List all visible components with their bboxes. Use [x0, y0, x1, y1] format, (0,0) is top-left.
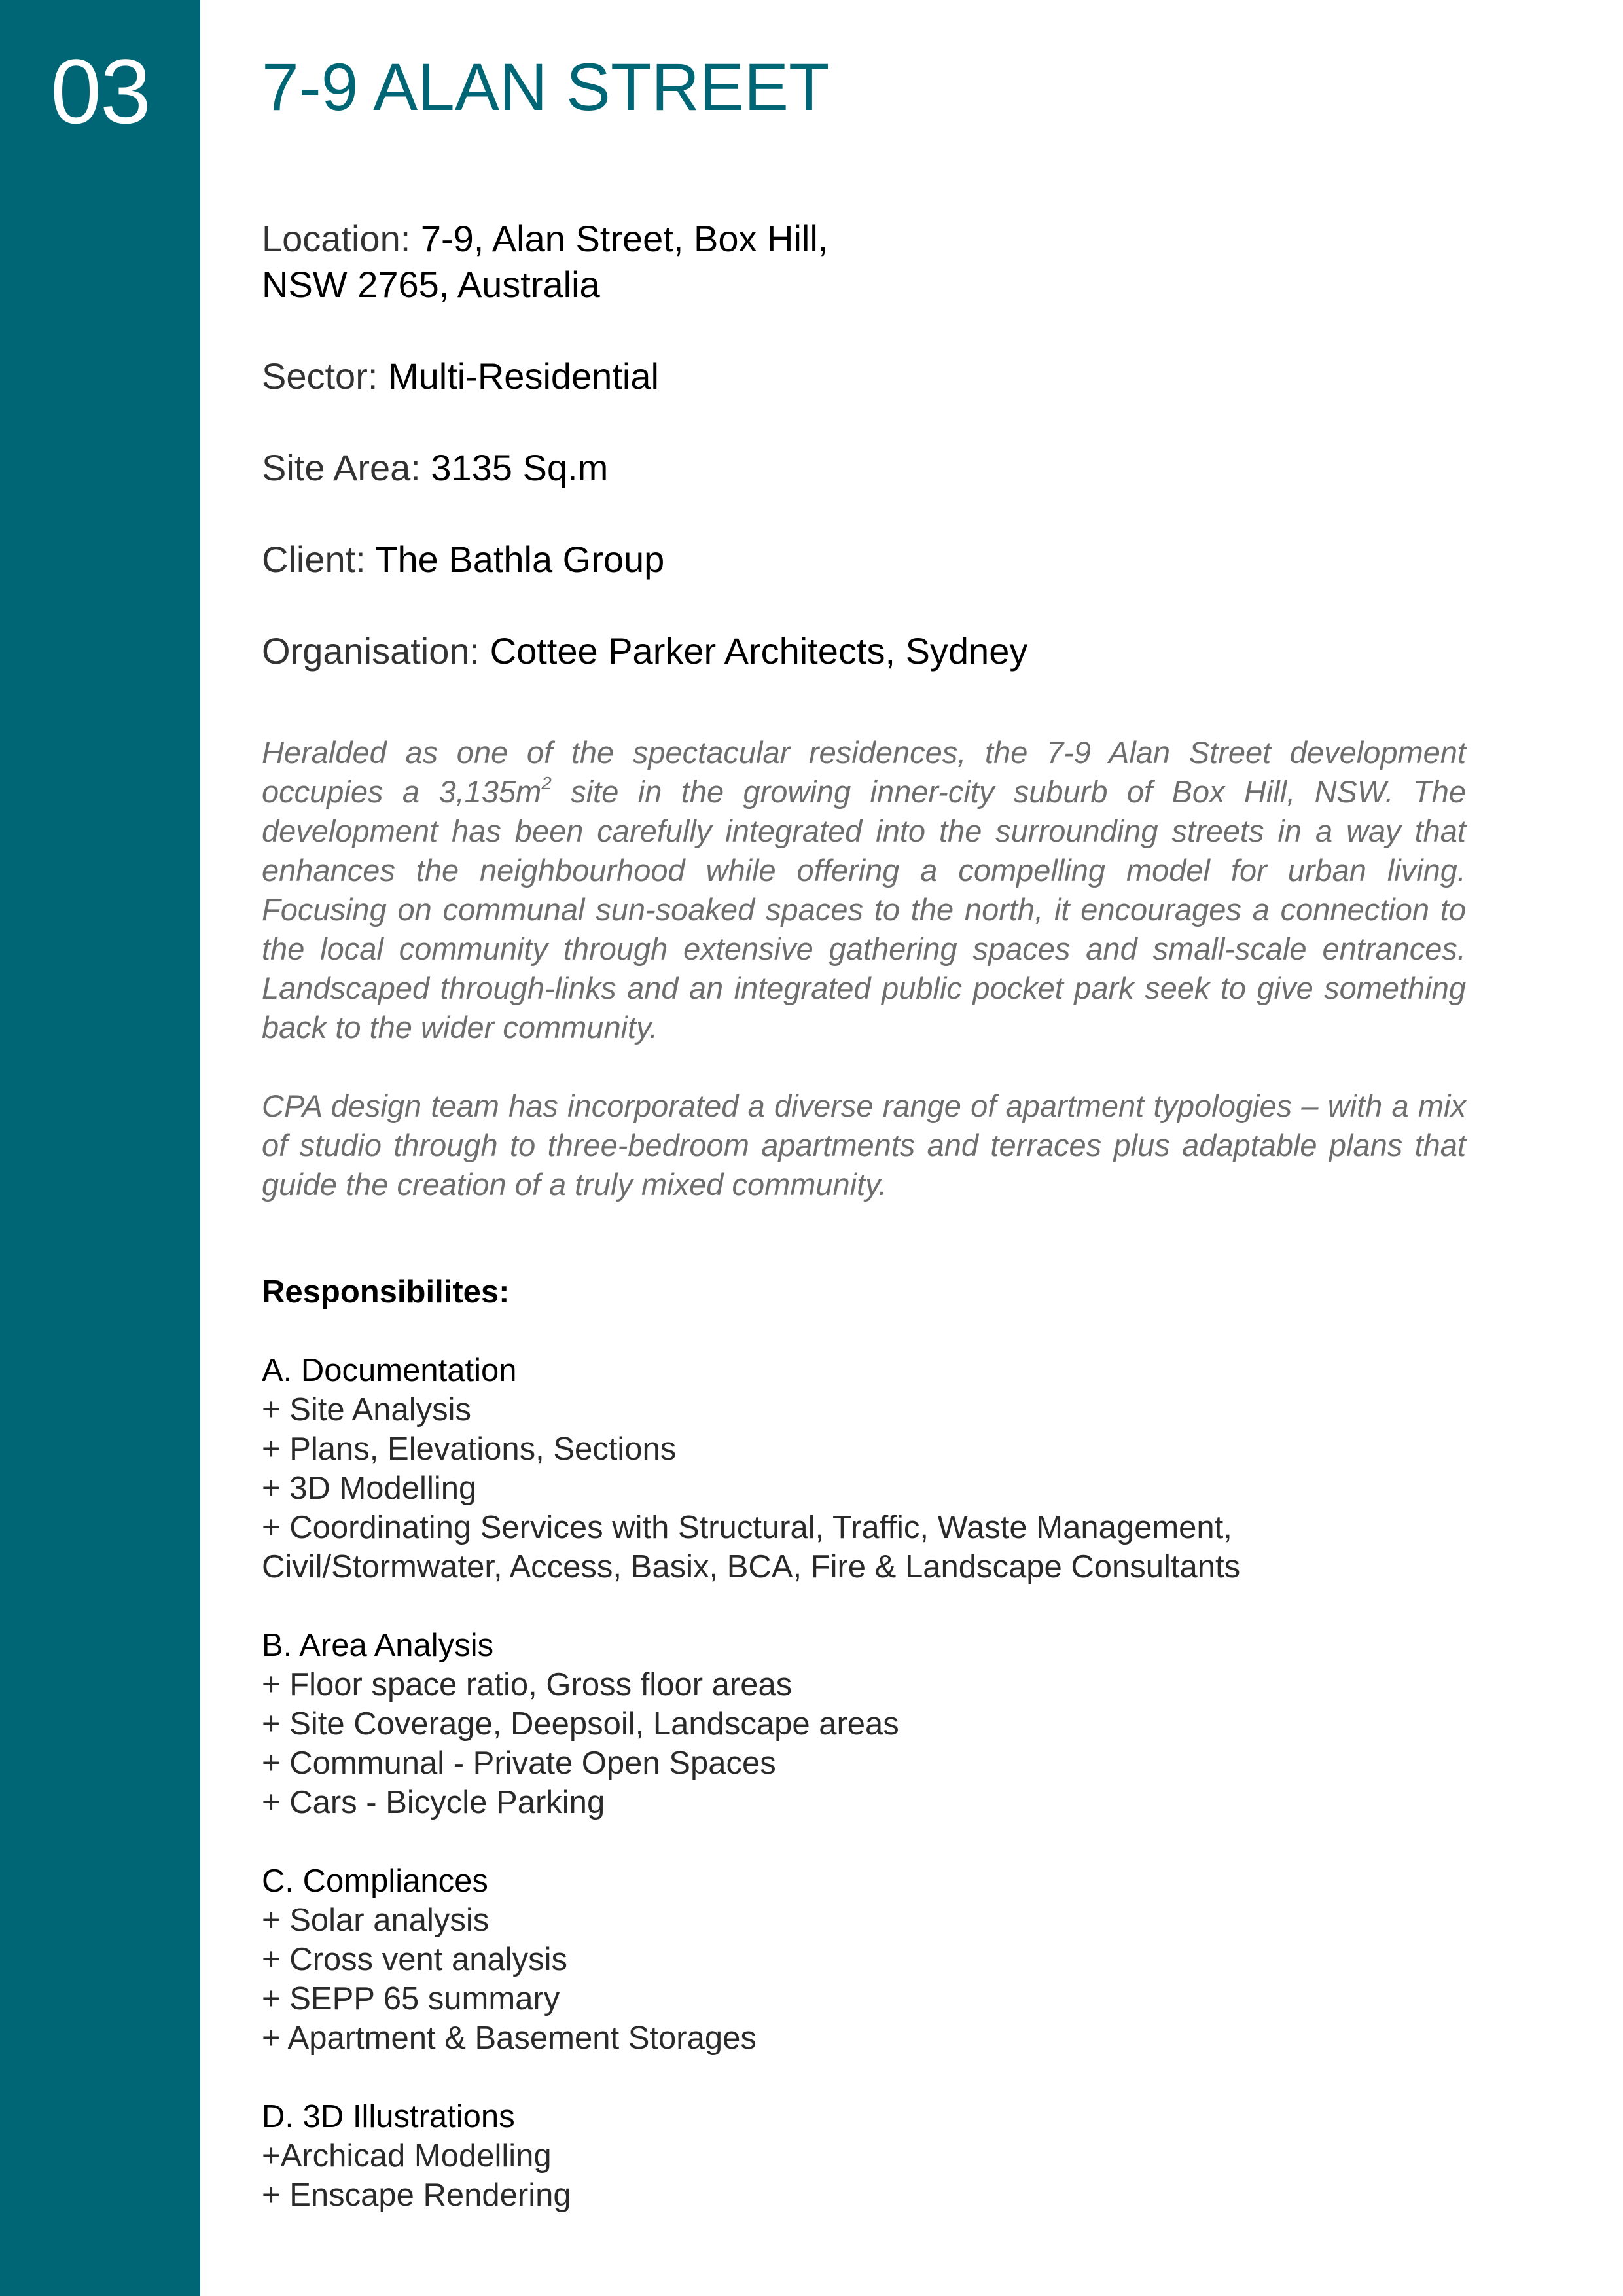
description-paragraph-1-end: site in the growing inner-city suburb of Box Hill, NSW. The development has been carefully integrated into the surrounding streets in a way that enhances the neighbourhood while offering a compelling model for urban living. Focusing on communal sun-soaked spaces to the north, it encourages a connection to the local community through extensive gathering spaces and small-scale entrances. Landscaped through-links and an integrated public pocket park seek to give something back to the wider community. — [262, 774, 1466, 1045]
responsibility-group — [262, 1351, 1479, 1587]
fact-location-value-line1: 7-9, Alan Street, Box Hill, — [420, 218, 829, 259]
project-facts — [262, 216, 1479, 720]
responsibility-group — [262, 1861, 1479, 2058]
responsibility-group-title: C. Compliances — [262, 1863, 488, 1899]
responsibilities-heading: Responsibilites: — [262, 1274, 510, 1310]
responsibility-group — [262, 2097, 1479, 2215]
responsibilities-section — [262, 1272, 1479, 2254]
fact-location-value-line2: NSW 2765, Australia — [262, 264, 600, 305]
responsibility-group-title: A. Documentation — [262, 1353, 517, 1388]
responsibility-item: + Communal - Private Open Spaces — [262, 1746, 776, 1781]
responsibility-item: + Plans, Elevations, Sections — [262, 1431, 677, 1467]
description-paragraph-2: CPA design team has incorporated a diverse range of apartment typologies – with a mix of studio through to three-bedroom apartments and terraces plus adaptable plans that guide the creation of a truly mixed community. — [262, 1088, 1466, 1202]
fact-organisation — [262, 628, 1479, 674]
description-paragraph-1 — [262, 733, 1466, 1047]
fact-site-area — [262, 445, 1479, 491]
responsibility-item: + Site Analysis — [262, 1392, 472, 1427]
sidebar-band — [0, 0, 200, 2296]
fact-location — [262, 216, 1479, 308]
project-description — [262, 733, 1466, 1244]
responsibility-item: + Cross vent analysis — [262, 1942, 568, 1977]
responsibility-item: + Coordinating Services with Structural, Traffic, Waste Management, — [262, 1510, 1232, 1545]
page-number: 03 — [50, 40, 150, 143]
fact-client-value: The Bathla Group — [375, 539, 665, 580]
fact-site-area-label: Site Area: — [262, 447, 431, 488]
responsibility-item: + Enscape Rendering — [262, 2178, 571, 2213]
responsibility-group-title: D. 3D Illustrations — [262, 2099, 515, 2134]
responsibility-group — [262, 1626, 1479, 1822]
responsibility-groups — [262, 1351, 1479, 2215]
responsibility-item: + SEPP 65 summary — [262, 1981, 560, 2017]
fact-organisation-label: Organisation: — [262, 630, 490, 672]
responsibility-item: + Apartment & Basement Storages — [262, 2020, 757, 2056]
responsibility-item: + Floor space ratio, Gross floor areas — [262, 1667, 793, 1702]
description-paragraph-1-start: Heralded as one of the spectacular residences, the 7-9 Alan Street development occupies a 3,135m — [262, 735, 1466, 809]
responsibility-group-title: B. Area Analysis — [262, 1628, 494, 1663]
fact-client-label: Client: — [262, 539, 376, 580]
fact-organisation-value: Cottee Parker Architects, Sydney — [490, 630, 1028, 672]
responsibility-item: + Cars - Bicycle Parking — [262, 1785, 605, 1820]
fact-sector — [262, 353, 1479, 399]
fact-sector-value: Multi-Residential — [387, 355, 659, 397]
responsibility-item: + Solar analysis — [262, 1903, 490, 1938]
responsibility-item: +Archicad Modelling — [262, 2138, 552, 2174]
fact-site-area-value: 3135 Sq.m — [431, 447, 609, 488]
responsibility-item: + Site Coverage, Deepsoil, Landscape areas — [262, 1706, 899, 1742]
responsibility-item: + 3D Modelling — [262, 1471, 477, 1506]
fact-location-label: Location: — [262, 218, 421, 259]
fact-sector-label: Sector: — [262, 355, 388, 397]
responsibility-item: Civil/Stormwater, Access, Basix, BCA, Fire & Landscape Consultants — [262, 1549, 1241, 1585]
superscript-two: 2 — [541, 773, 552, 793]
fact-client — [262, 537, 1479, 583]
page-title: 7-9 ALAN STREET — [262, 50, 830, 124]
